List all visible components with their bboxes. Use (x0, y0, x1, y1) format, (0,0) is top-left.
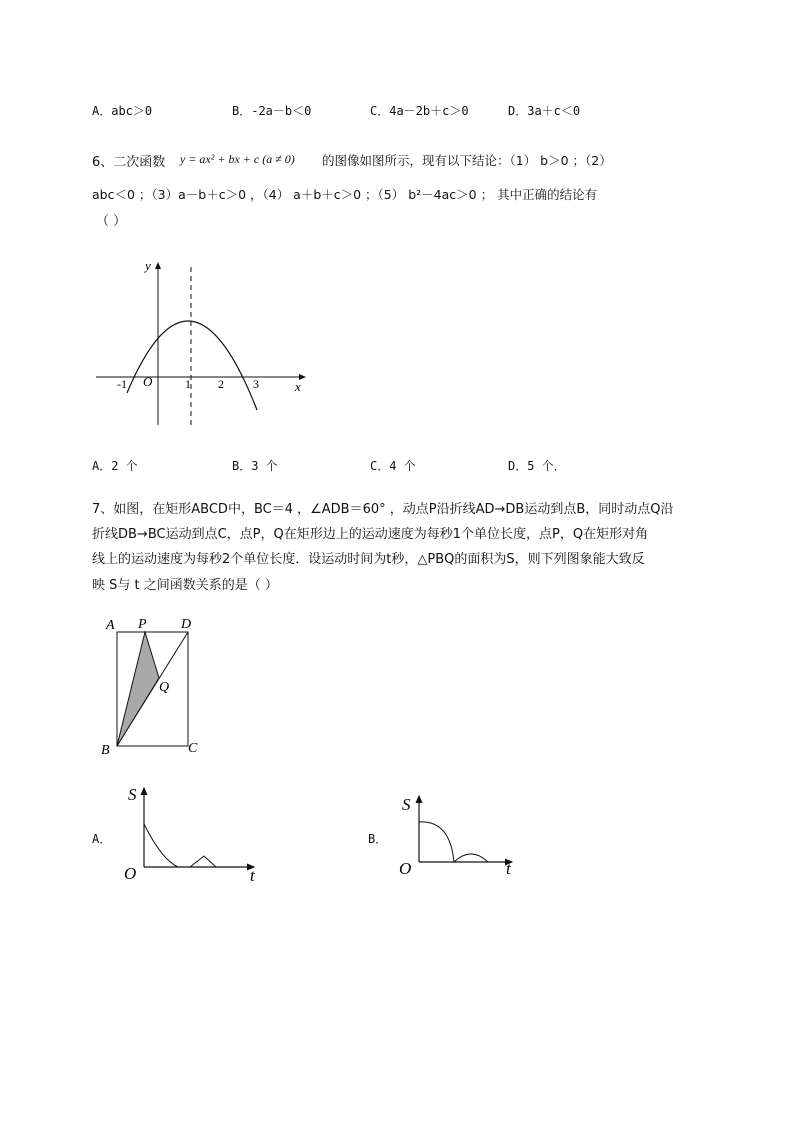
q5-option-d[interactable]: D．3a＋c＜0 (508, 104, 581, 118)
q6-option-d[interactable]: D．5 个． (508, 459, 566, 473)
label-a: A (106, 618, 115, 633)
parabola-curve (127, 321, 257, 410)
s-label: S (128, 785, 137, 804)
q7-line4[interactable]: 映 S与 t 之间函数关系的是（ ） (92, 578, 278, 593)
q7-line3: 线上的运动速度为每秒2个单位长度．设运动时间为t秒，△PBQ的面积为S，则下列图象能大致反 (92, 552, 645, 567)
label-q: Q (159, 680, 170, 695)
label-c: C (188, 741, 198, 756)
tick-label-neg1: -1 (117, 377, 127, 391)
q6-option-b[interactable]: B．3 个 (232, 459, 278, 473)
label-p: P (138, 617, 147, 632)
q7-line1: 7、如图，在矩形ABCD中，BC＝4 ，∠ADB＝60° ，动点P沿折线AD→DB运动到点B，同时动点Q沿 (92, 502, 674, 517)
o-label: O (399, 859, 412, 878)
q7-option-a-label[interactable]: A． (92, 832, 112, 846)
q5-option-c[interactable]: C．4a－2b＋c＞0 (370, 104, 469, 118)
t-label: t (250, 866, 255, 885)
curve-segment-2 (190, 856, 216, 867)
x-label: x (295, 379, 301, 394)
q7-option-b-graph[interactable] (392, 790, 527, 885)
q7-option-b-label[interactable]: B． (368, 832, 388, 846)
label-d: D (181, 617, 192, 632)
q6-answer-blank[interactable]: （ ） (96, 214, 127, 229)
curve-segment-2 (454, 854, 488, 862)
o-label: O (124, 864, 137, 883)
q6-prefix: 6、二次函数 (92, 155, 166, 170)
q6-parabola-graph (90, 255, 315, 430)
q5-option-a[interactable]: A．abc＞0 (92, 104, 153, 118)
q6-line2: abc＜0 ；（3）a－b＋c＞0 ，（4） a＋b＋c＞0 ；（5） b²－4ac＞0 ； 其中正确的结论有 (92, 187, 598, 202)
curve-segment-1 (419, 822, 454, 862)
q7-option-a-graph[interactable] (118, 780, 268, 885)
label-b: B (101, 743, 110, 758)
tick-label-1: 1 (185, 377, 191, 391)
s-label: S (402, 795, 411, 814)
triangle-pbq (117, 632, 159, 746)
q7-line2: 折线DB→BC运动到点C，点P，Q在矩形边上的运动速度为每秒1个单位长度，点P，Q在矩形对角 (92, 527, 649, 542)
t-label: t (506, 859, 511, 878)
q6-formula: y = ax² + bx + c (a ≠ 0) (180, 152, 295, 166)
origin-label: O (143, 374, 153, 389)
q6-line1: 的图像如图所示，现有以下结论：（1） b＞0 ；（2） (322, 153, 612, 168)
q6-option-c[interactable]: C．4 个 (370, 459, 416, 473)
q5-option-b[interactable]: B．-2a－b＜0 (232, 104, 312, 118)
curve-segment-1 (144, 824, 178, 867)
q7-rectangle-figure (95, 612, 210, 762)
tick-label-2: 2 (218, 377, 224, 391)
tick-label-3: 3 (253, 377, 259, 391)
q6-option-a[interactable]: A．2 个 (92, 459, 138, 473)
y-label: y (145, 258, 151, 273)
